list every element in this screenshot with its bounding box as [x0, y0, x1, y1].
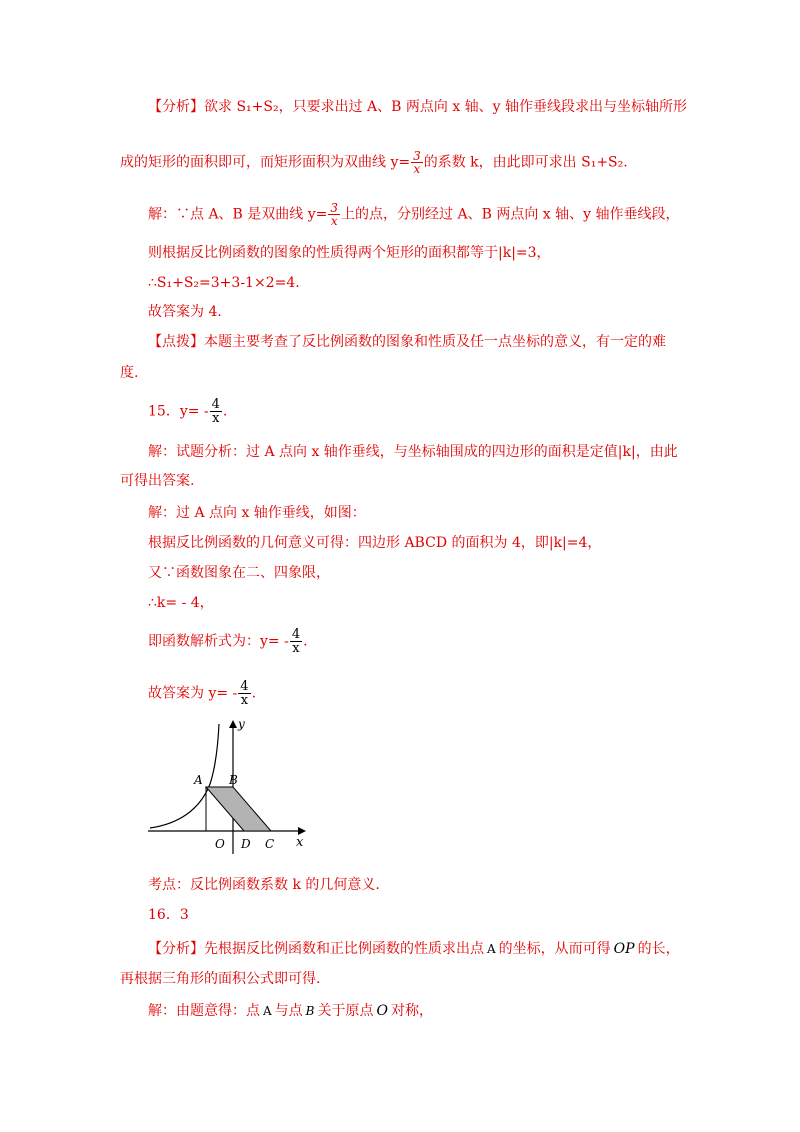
analysis-text-2b: 的系数 k，由此即可求出 S₁+S₂.	[423, 154, 628, 171]
fraction-numerator: 4	[291, 627, 301, 642]
q15-line-7	[148, 628, 308, 655]
fraction-numerator: 3	[330, 201, 339, 215]
point-d-label: D	[241, 837, 251, 851]
q15-line-5: 又∵函数图象在二、四象限，	[148, 565, 330, 581]
q15-label: 15．y= -	[148, 403, 209, 420]
var-b: B	[305, 1004, 315, 1018]
q15-line-1: 解：试题分析：过 A 点向 x 轴作垂线，与坐标轴围成的四边形的面积是定值|k|，由此	[148, 444, 678, 460]
solution-line-3: ∴S₁+S₂=3+3-1×2=4.	[148, 275, 300, 291]
var-a: A	[487, 942, 496, 956]
fraction-4-over-x	[210, 398, 222, 425]
hyperbola-figure	[148, 714, 318, 856]
q15-line-2: 可得出答案.	[120, 473, 195, 489]
fraction-3-over-x	[411, 150, 423, 175]
solution-line-2: 则根据反比例函数的图象的性质得两个矩形的面积都等于|k|=3，	[148, 245, 551, 261]
question-16-answer: 16．3	[148, 907, 189, 923]
q16-text-1c: 的长，	[637, 941, 680, 957]
q15-line-3: 解：过 A 点向 x 轴作垂线，如图：	[148, 505, 366, 521]
analysis-text-2a: 成的矩形的面积即可，而矩形面积为双曲线 y=	[120, 154, 411, 171]
point-b-label: B	[229, 773, 238, 787]
q15-end: .	[222, 403, 228, 420]
x-axis-label: x	[296, 835, 304, 850]
q16-analysis-line-1	[148, 940, 680, 958]
q15-text-8: 故答案为 y= -	[148, 685, 238, 702]
var-op: OP	[613, 941, 635, 957]
fraction-numerator: 3	[413, 149, 421, 163]
fraction-denominator: x	[292, 641, 300, 656]
q15-end-7: .	[303, 633, 308, 650]
fraction-denominator: x	[330, 214, 338, 228]
analysis-text: 欲求 S₁+S₂，只要求出过 A、B 两点向 x 轴、y 轴作垂线段求出与坐标轴所形	[204, 99, 688, 115]
question-15-answer	[148, 398, 227, 425]
tip-text: 本题主要考查了反比例函数的图象和性质及任一点坐标的意义，有一定的难	[204, 334, 666, 350]
fraction-numerator: 4	[240, 679, 249, 694]
q16-text-3d: 对称，	[390, 1003, 433, 1019]
q16-text-3a: 解：由题意得：点	[148, 1003, 260, 1019]
q15-end-8: .	[251, 685, 257, 702]
parallelogram-abcd	[206, 787, 271, 831]
fraction-numerator: 4	[211, 397, 220, 412]
q15-text-7: 即函数解析式为：y= -	[148, 633, 289, 650]
point-a-label: A	[194, 773, 203, 787]
q16-text-3b: 与点	[274, 1003, 303, 1019]
q16-solution-line	[148, 1002, 433, 1020]
var-a-2: A	[263, 1004, 272, 1018]
q15-line-6: ∴k= - 4，	[148, 595, 214, 611]
origin-label: O	[215, 837, 225, 851]
analysis-tag-16: 【分析】	[148, 941, 204, 957]
solution-line-1	[148, 202, 679, 227]
x-axis-arrow	[298, 827, 306, 835]
tip-line-2: 度.	[120, 365, 139, 381]
fraction-denominator: x	[212, 411, 220, 426]
q16-analysis-line-2: 再根据三角形的面积公式即可得.	[120, 971, 321, 987]
solution-text-1b: 上的点，分别经过 A、B 两点向 x 轴、y 轴作垂线段，	[341, 206, 680, 223]
tip-tag: 【点拨】	[148, 334, 204, 350]
y-axis-label: y	[238, 717, 245, 731]
kaodian-line: 考点：反比例函数系数 k 的几何意义.	[148, 877, 380, 893]
q15-line-8	[148, 680, 256, 707]
analysis-line-2	[120, 150, 628, 175]
fraction-4-over-x-2	[290, 628, 302, 655]
fraction-3-over-x-2	[328, 202, 340, 227]
analysis-line-1	[148, 98, 687, 116]
fraction-4-over-x-3	[238, 680, 250, 707]
q15-line-4: 根据反比例函数的几何意义可得：四边形 ABCD 的面积为 4，即|k|=4，	[148, 535, 602, 551]
q16-text-1a: 先根据反比例函数和正比例函数的性质求出点	[204, 941, 484, 957]
solution-line-4: 故答案为 4.	[148, 304, 222, 320]
point-c-label: C	[265, 837, 275, 851]
analysis-tag: 【分析】	[148, 99, 204, 115]
fraction-denominator: x	[240, 693, 249, 708]
solution-text-1a: 解：∵点 A、B 是双曲线 y=	[148, 206, 328, 223]
var-o: O	[376, 1003, 388, 1019]
q16-text-3c: 关于原点	[317, 1003, 374, 1019]
q16-text-1b: 的坐标，从而可得	[498, 941, 611, 957]
hyperbola-curve	[150, 724, 219, 828]
fraction-denominator: x	[413, 162, 421, 176]
y-axis-arrow	[229, 720, 237, 728]
tip-line-1	[148, 333, 666, 351]
